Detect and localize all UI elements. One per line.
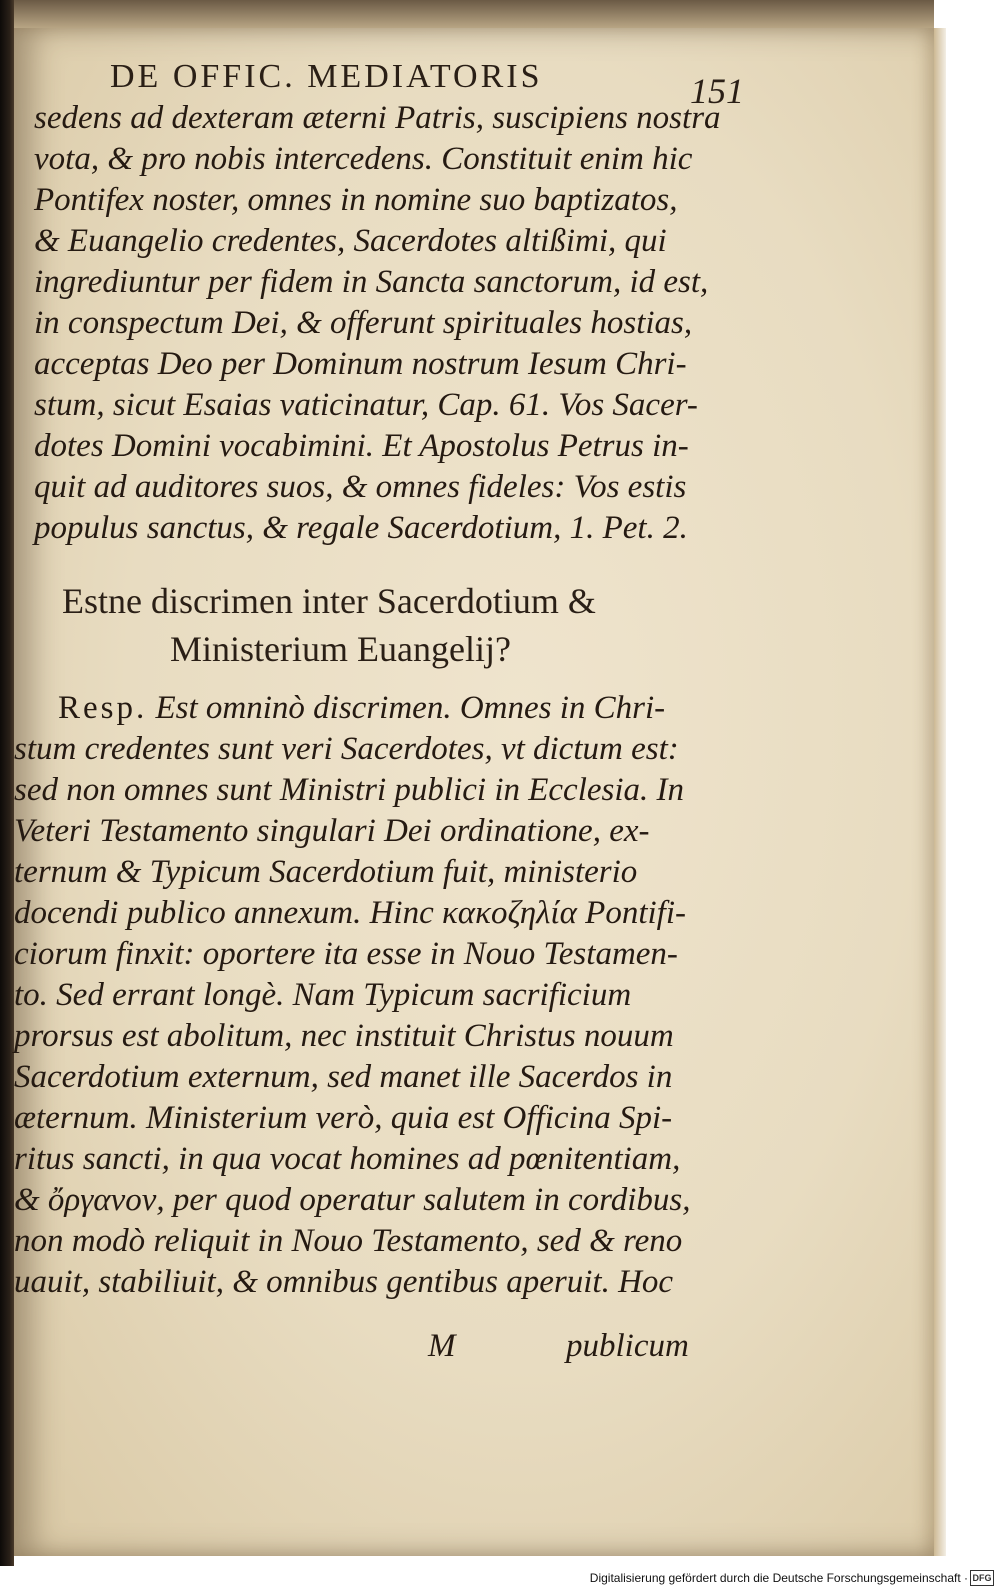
text-line: & ὄργανον, per quod operatur salutem in cordibus, <box>14 1182 691 1218</box>
text-line: Veteri Testamento singulari Dei ordinatione, ex- <box>14 813 650 849</box>
text-line: docendi publico annexum. Hinc κακοζηλία Pontifi- <box>14 895 686 931</box>
text-line: stum credentes sunt veri Sacerdotes, vt dictum est: <box>14 731 679 767</box>
dfg-logo-icon: DFG <box>970 1570 994 1586</box>
question-heading-line-2: Ministerium Euangelij? <box>170 629 511 669</box>
running-head: DE OFFIC. MEDIATORIS <box>110 58 543 95</box>
text-line: vota, & pro nobis intercedens. Constituit enim hic <box>34 141 693 177</box>
text-line: stum, sicut Esaias vaticinatur, Cap. 61. Vos Sacer- <box>34 387 698 423</box>
text-line: æternum. Ministerium verò, quia est Officina Spi- <box>14 1100 673 1136</box>
text-line: Est omninò discrimen. Omnes in Chri- <box>155 690 666 726</box>
text-line: non modò reliquit in Nouo Testamento, sed & reno <box>14 1223 683 1259</box>
text-line: ternum & Typicum Sacerdotium fuit, ministerio <box>14 854 638 890</box>
digitization-credit: Digitalisierung gefördert durch die Deutsche Forschungsgemeinschaft · <box>589 1571 968 1585</box>
question-heading-line-1: Estne discrimen inter Sacerdotium & <box>62 581 596 621</box>
text-line: ingrediuntur per fidem in Sancta sanctorum, id est, <box>34 264 709 300</box>
text-line: Pontifex noster, omnes in nomine suo baptizatos, <box>34 182 678 218</box>
text-line: sedens ad dexteram æterni Patris, suscipiens nostra <box>34 100 721 136</box>
text-line: sed non omnes sunt Ministri publici in Ecclesia. In <box>14 772 685 808</box>
binding-gutter <box>0 0 14 1566</box>
catchword: publicum <box>566 1328 689 1364</box>
text-line: uauit, stabiliuit, & omnibus gentibus aperuit. Hoc <box>14 1264 674 1300</box>
resp-label: Resp. <box>58 690 148 726</box>
text-line: quit ad auditores suos, & omnes fideles: Vos estis <box>34 469 687 505</box>
text-line: populus sanctus, & regale Sacerdotium, 1. Pet. 2. <box>34 510 688 546</box>
answer-paragraph <box>14 729 690 1303</box>
text-line: prorsus est abolitum, nec instituit Christus nouum <box>14 1018 674 1054</box>
signature-mark: M <box>428 1328 456 1364</box>
text-line: Sacerdotium externum, sed manet ille Sacerdos in <box>14 1059 673 1095</box>
text-line: in conspectum Dei, & offerunt spirituales hostias, <box>34 305 693 341</box>
text-line: & Euangelio credentes, Sacerdotes altißimi, qui <box>34 223 667 259</box>
text-line: to. Sed errant longè. Nam Typicum sacrificium <box>14 977 632 1013</box>
top-edge-shadow <box>14 0 934 28</box>
text-line: acceptas Deo per Dominum nostrum Iesum Chri- <box>34 346 687 382</box>
text-line: dotes Domini vocabimini. Et Apostolus Petrus in- <box>34 428 689 464</box>
body-paragraph <box>34 98 721 549</box>
text-line: ciorum finxit: oportere ita esse in Nouo Testamen- <box>14 936 678 972</box>
text-line: ritus sancti, in qua vocat homines ad pœnitentiam, <box>14 1141 681 1177</box>
page-number: 151 <box>690 71 744 111</box>
page-right-edge <box>934 28 946 1556</box>
answer-first-line <box>58 688 665 729</box>
